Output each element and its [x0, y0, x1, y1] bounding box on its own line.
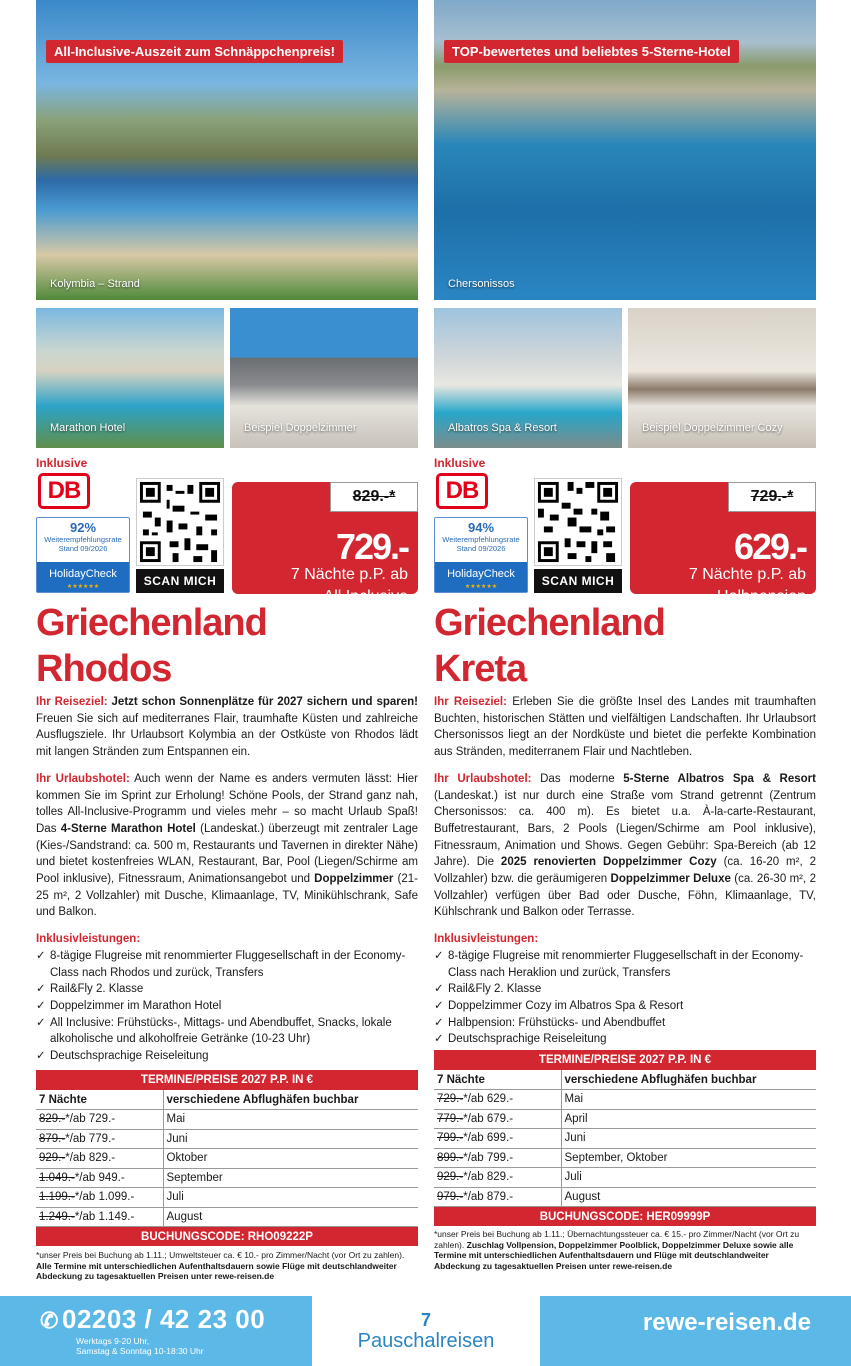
table-row	[434, 1109, 816, 1129]
photo-caption: Marathon Hotel	[50, 422, 126, 434]
label-inklusivleistungen: Inklusivleistungen:	[36, 933, 141, 946]
price-table	[36, 1070, 418, 1246]
list-item: ✓ Rail&Fly 2. Klasse	[434, 981, 816, 998]
price: */ab 779.-	[65, 1132, 116, 1145]
price: */ab 729.-	[65, 1113, 116, 1126]
holidaycheck-logo: HolidayCheck	[435, 562, 527, 592]
price-terms	[291, 564, 408, 608]
photo-caption: Beispiel Doppelzimmer Cozy	[642, 422, 783, 434]
old-price: 1.199.-	[39, 1191, 75, 1204]
price: */ab 629.-	[463, 1093, 514, 1106]
recommend-label: Weiterempfehlungsrate	[442, 535, 520, 544]
price: */ab 699.-	[463, 1132, 514, 1145]
footnote-bold: Zuschlag Vollpension, Doppelzimmer Poolblick, Doppelzimmer Deluxe sowie alle Termine mit unterschiedlichen Aufenthaltsdauern und Flüge mit deutschlandweiter Abdeckung zu tagesaktuellen Preisen unter rewe-reisen.de	[434, 1239, 794, 1271]
hotel-name: 5-Sterne Albatros Spa & Resort	[623, 772, 816, 785]
list-item: ✓ 8-tägige Flugreise mit renommierter Fluggesellschaft in der Economy-Class nach Rhodos und zurück, Transfers	[36, 948, 418, 981]
column-header: 7 Nächte	[36, 1090, 163, 1110]
table-row	[36, 1149, 418, 1169]
table-row	[434, 1129, 816, 1149]
month: Mai	[163, 1110, 418, 1130]
month: Juni	[561, 1129, 816, 1149]
label-reiseziel: Ihr Reiseziel:	[36, 696, 108, 708]
old-price: 729.-	[437, 1093, 464, 1106]
label-urlaubshotel: Ihr Urlaubshotel:	[434, 772, 532, 785]
highlight: Jetzt schon Sonnenplätze für 2027 sichern und sparen!	[111, 696, 418, 708]
recommend-date: Stand 09/2026	[456, 544, 506, 553]
hotel-name: 4-Sterne Marathon Hotel	[60, 822, 196, 835]
month: Juli	[561, 1168, 816, 1188]
qr-code-icon[interactable]	[136, 478, 224, 566]
room-photo	[230, 308, 418, 448]
promo-tag: TOP-bewertetes und beliebtes 5-Sterne-Hotel	[444, 40, 739, 63]
old-price: 899.-	[437, 1151, 464, 1164]
month: April	[561, 1109, 816, 1129]
price: */ab 1.149.-	[74, 1210, 135, 1223]
recommend-percent: 94%	[467, 520, 495, 535]
scan-label: SCAN MICH	[534, 569, 622, 593]
old-price: 829.-	[39, 1113, 66, 1126]
table-row	[434, 1090, 816, 1110]
hotel-photo	[36, 308, 224, 448]
table-row	[434, 1187, 816, 1207]
nights-text: 7 Nächte p.P. ab	[290, 566, 408, 583]
hours-weekend: Samstag & Sonntag 10-18:30 Uhr	[76, 1346, 204, 1356]
hotel-text: (21-25 m², 2 Vollzahler) mit Dusche, Klimaanlage, TV, Minikühlschrank, Safe und Balkon.	[36, 873, 418, 919]
hotel-text: (ca. 16-20 m², 2 Vollzahler) bzw. die geräumigeren	[434, 856, 816, 886]
hotel-text: (Landeskat.) ist nur durch eine Straße vom Strand getrennt (Zentrum Chersonissos: ca. 400 m). Es bietet u.a. À-la-carte-Restaurant, Buffetrestaurant, Bars, 2 Pools (Liegen/Schirme am Pool inklusive), Fitnessraum, Animation und Shows. Gegen Gebühr: Spa-Bereich (ab 12 Jahre). Die	[434, 789, 816, 869]
db-logo: DB	[436, 473, 488, 509]
price: */ab 1.099.-	[74, 1191, 135, 1204]
label-inklusivleistungen: Inklusivleistungen:	[434, 933, 539, 946]
month: September	[163, 1168, 418, 1188]
room-type: 2025 renovierten Doppelzimmer Cozy	[500, 856, 717, 869]
country: Griechenland	[36, 602, 267, 644]
table-row	[434, 1148, 816, 1168]
list-item: ✓ Doppelzimmer Cozy im Albatros Spa & Resort	[434, 998, 816, 1015]
hotel-text: (Landeskat.) überzeugt mit zentraler Lage (Kies-/Sandstrand: ca. 500 m, Restaurants und Tavernen in direkter Nähe) und bietet kostenfreies WLAN, Restaurant, Bar, Pool (Liegen/Schirme am Pool inklusive), Fitnessraum, Animationsangebot und	[36, 822, 419, 886]
reiseziel-text: Freuen Sie sich auf mediterranes Flair, traumhafte Küsten und zahlreiche Ausflugsziele. Ihr Urlaubsort Kolymbia an der Ostküste von Rhodos lädt mit langen Stränden zum Entspannen ein.	[36, 712, 418, 759]
offer-kreta	[434, 0, 816, 1271]
scan-label: SCAN MICH	[136, 569, 224, 593]
month: September, Oktober	[561, 1148, 816, 1168]
old-price: 979.-	[437, 1190, 464, 1203]
month: August	[163, 1207, 418, 1227]
recommend-date: Stand 09/2026	[58, 544, 108, 553]
list-item: ✓ Deutschsprachige Reiseleitung	[434, 1031, 816, 1048]
reiseziel-text: Erleben Sie die größte Insel des Landes mit traumhaften Buchten, historischen Stätten und vielfältigen Landschaften. Ihr Urlaubsort Chersonissos liegt an der Nordküste und bietet die perfekte Kombination aus Stränden, mediterranem Flair und Nachtleben.	[434, 696, 816, 759]
section-title: Pauschalreisen	[357, 1330, 495, 1352]
price-table	[434, 1050, 816, 1226]
price: */ab 879.-	[463, 1190, 514, 1203]
footnote-text: *unser Preis bei Buchung ab 1.11.; Umweltsteuer ca. € 10.- pro Zimmer/Nacht (vor Ort zu zahlen).	[36, 1250, 405, 1260]
recommend-percent: 92%	[69, 520, 97, 535]
website-link[interactable]: rewe-reisen.de	[642, 1309, 811, 1336]
old-price: 799.-	[437, 1132, 464, 1145]
price: */ab 829.-	[463, 1171, 514, 1184]
room-type: Doppelzimmer	[314, 873, 394, 886]
old-price: 929.-	[437, 1171, 464, 1184]
hero-caption: Chersonissos	[448, 278, 515, 290]
label-urlaubshotel: Ihr Urlaubshotel:	[36, 772, 130, 785]
list-item: ✓ 8-tägige Flugreise mit renommierter Fluggesellschaft in der Economy-Class nach Heraklion und zurück, Transfers	[434, 948, 816, 981]
offer-price: 729.-	[335, 526, 408, 567]
room-type: Doppelzimmer Deluxe	[610, 873, 731, 886]
holidaycheck-badge[interactable]	[434, 517, 528, 593]
offer-price: 629.-	[733, 526, 806, 567]
holidaycheck-badge[interactable]	[36, 517, 130, 593]
label-reiseziel: Ihr Reiseziel:	[434, 696, 507, 708]
hero-caption: Kolymbia – Strand	[50, 278, 140, 290]
promo-tag: All-Inclusive-Auszeit zum Schnäppchenpreis!	[46, 40, 343, 63]
column-header: verschiedene Abflughäfen buchbar	[561, 1070, 816, 1090]
description	[36, 694, 418, 1065]
booking-code: BUCHUNGSCODE: HER09999P	[434, 1207, 816, 1227]
old-price: 779.-	[437, 1112, 464, 1125]
table-row	[36, 1129, 418, 1149]
board-text: All Inclusive	[323, 588, 408, 605]
footer-bar	[0, 1296, 851, 1366]
photo-caption: Albatros Spa & Resort	[448, 422, 557, 434]
region: Rhodos	[36, 648, 172, 690]
list-item: ✓ Halbpension: Frühstücks- und Abendbuffet	[434, 1015, 816, 1032]
hero-image-kreta	[434, 0, 816, 300]
price: */ab 829.-	[65, 1152, 116, 1165]
country: Griechenland	[434, 602, 665, 644]
month: August	[561, 1187, 816, 1207]
hero-image-rhodos	[36, 0, 418, 300]
old-price: 1.049.-	[39, 1171, 75, 1184]
table-title: TERMINE/PREISE 2027 P.P. IN €	[36, 1070, 418, 1090]
photo-caption: Beispiel Doppelzimmer	[244, 422, 357, 434]
hotel-text: Das moderne	[540, 772, 615, 785]
table-row	[36, 1188, 418, 1208]
footnote-text: *unser Preis bei Buchung ab 1.11.; Übernachtungssteuer ca. € 15.- pro Zimmer/Nacht (vor Ort zu zahlen).	[434, 1229, 800, 1250]
region: Kreta	[434, 648, 527, 690]
old-price: 879.-	[39, 1132, 66, 1145]
price: */ab 679.-	[463, 1112, 514, 1125]
destination-title	[434, 600, 665, 692]
inklusive-label: Inklusive	[36, 456, 88, 470]
hotel-text: Auch wenn der Name es anders vermuten lässt: Hier kommen Sie im Sprint zur Erholung! Schöne Pools, der Strand ganz nah, tolles All-Inclusive-Programm und vieles mehr – so macht Urlaub Spaß! Das	[36, 772, 419, 835]
price: */ab 949.-	[74, 1171, 125, 1184]
phone-number[interactable]	[40, 1304, 265, 1335]
star-rating-icon: ★★★★★★	[66, 584, 100, 590]
qr-code-icon[interactable]	[534, 478, 622, 566]
old-price: 729.-*	[728, 482, 816, 512]
footnote-bold: Alle Termine mit unterschiedlichen Aufenthaltsdauern sowie Flüge mit deutschlandweiter Abdeckung zu tagesaktuellen Preisen unter rewe-reisen.de	[36, 1260, 397, 1281]
column-header: 7 Nächte	[434, 1070, 561, 1090]
price: */ab 799.-	[463, 1151, 514, 1164]
column-header: verschiedene Abflughäfen buchbar	[163, 1090, 418, 1110]
inklusive-label: Inklusive	[434, 456, 486, 470]
price-terms	[689, 564, 806, 608]
star-rating-icon: ★★★★★★	[464, 584, 498, 590]
month: Oktober	[163, 1149, 418, 1169]
old-price: 1.249.-	[39, 1210, 75, 1223]
month: Mai	[561, 1090, 816, 1110]
recommend-label: Weiterempfehlungsrate	[44, 535, 122, 544]
destination-title	[36, 600, 267, 692]
page-info	[312, 1296, 540, 1366]
hotel-photo	[434, 308, 622, 448]
table-row	[36, 1110, 418, 1130]
holidaycheck-logo: HolidayCheck	[37, 562, 129, 592]
old-price: 829.-*	[330, 482, 418, 512]
old-price: 929.-	[39, 1152, 66, 1165]
list-item: ✓ Doppelzimmer im Marathon Hotel	[36, 998, 418, 1015]
price-box	[232, 482, 418, 605]
offer-rhodos	[36, 0, 419, 1281]
price-box	[630, 482, 816, 605]
hours-weekday: Werktags 9-20 Uhr,	[76, 1336, 150, 1346]
footnote	[36, 1250, 418, 1282]
room-photo	[628, 308, 816, 448]
opening-hours	[76, 1336, 204, 1356]
booking-code: BUCHUNGSCODE: RHO09222P	[36, 1227, 418, 1247]
table-row	[434, 1168, 816, 1188]
list-item: ✓ All Inclusive: Frühstücks-, Mittags- und Abendbuffet, Snacks, lokale alkoholische und alkoholfreie Getränke (10-23 Uhr)	[36, 1015, 418, 1048]
month: Juli	[163, 1188, 418, 1208]
month: Juni	[163, 1129, 418, 1149]
phone-icon: ✆	[40, 1308, 59, 1333]
description	[434, 694, 816, 1048]
table-row	[36, 1168, 418, 1188]
hotel-text: (ca. 26-30 m², 2 Vollzahler) verfügen über Bad oder Dusche, Föhn, Klimaanlage, TV, Kühlschrank und Balkon oder Terrasse.	[434, 873, 816, 919]
phone-text: 02203 / 42 23 00	[62, 1304, 266, 1334]
board-text: Halbpension	[717, 588, 806, 605]
table-title: TERMINE/PREISE 2027 P.P. IN €	[434, 1050, 816, 1070]
page-number: 7	[420, 1310, 431, 1330]
list-item: ✓ Rail&Fly 2. Klasse	[36, 981, 418, 998]
footnote	[434, 1229, 816, 1271]
db-logo: DB	[38, 473, 90, 509]
nights-text: 7 Nächte p.P. ab	[688, 566, 806, 583]
table-row	[36, 1207, 418, 1227]
list-item: ✓ Deutschsprachige Reiseleitung	[36, 1048, 418, 1065]
